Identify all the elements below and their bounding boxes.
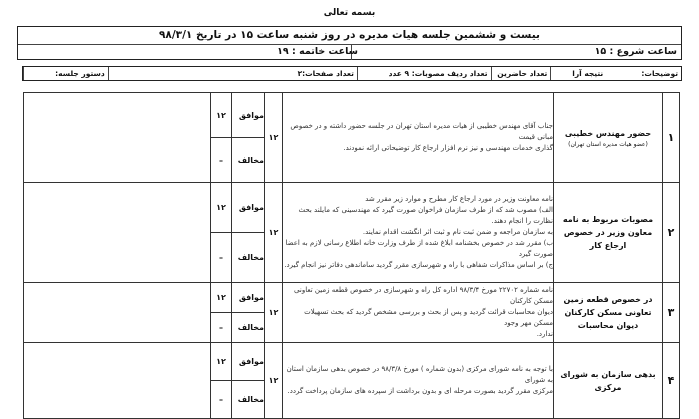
notes-header: توضیحات:: [641, 69, 679, 78]
agenda-label: دستور جلسه:: [23, 67, 108, 80]
bismillah: بسمه تعالی: [323, 8, 376, 18]
agree-label: موافق: [232, 283, 265, 313]
description-line: ندارد.: [536, 330, 553, 338]
description-line: با توجه به نامه شورای مرکزی (بدون شماره ) مورخ ۹۸/۳/۸ در خصوص بدهی سازمان استان به شورای: [286, 365, 553, 384]
row-description: [283, 183, 554, 283]
description-line: مرکزی مقرر گردید بصورت مرحله ای و بدون برداشت از سپرده های سازمان پرداخت گردد.: [287, 387, 553, 395]
agree-label: موافق: [232, 183, 265, 233]
start-time: ساعت شروع : ۱۵: [351, 44, 681, 60]
disagree-count: –: [211, 381, 232, 419]
row-number: ۴: [663, 343, 680, 419]
subject-text: حضور مهندس خطیبی: [564, 128, 652, 138]
present-count: ۱۲: [265, 283, 283, 343]
description-line: جناب آقای مهندس خطیبی از هیات مدیره استان تهران در جلسه حضور داشته و در خصوص مبانی قیمت: [290, 122, 553, 141]
agree-count: ۱۲: [211, 183, 232, 233]
description-line: گذاری خدمات مهندسی و نیز نرم افزار ارجاع کار توضیحاتی ارائه نمودند.: [343, 144, 553, 152]
description-line: ب) مقرر شد در خصوص بخشنامه ابلاغ شده از طرف وزارت خانه اطلاع رسانی لازم به اعضا صورت گیرد: [285, 239, 553, 258]
row-number: ۳: [663, 283, 680, 343]
row-number: ۱: [663, 93, 680, 183]
row-subject: [554, 183, 663, 283]
description-line: نامه معاونت وزیر در مورد ارجاع کار مطرح و موارد زیر مقرر شد: [365, 195, 553, 203]
present-count: ۱۲: [265, 93, 283, 183]
table-row: [24, 283, 680, 313]
agree-label: موافق: [232, 93, 265, 138]
resolutions-count: تعداد ردیف مصوبات: ۹ عدد: [357, 67, 491, 80]
subject-text: بدهی سازمان به شورای مرکزی: [560, 369, 656, 392]
row-notes: [24, 183, 211, 283]
pages-count: تعداد صفحات:۲: [108, 67, 357, 80]
row-subject: [554, 343, 663, 419]
table-row: [24, 343, 680, 381]
agree-count: ۱۲: [211, 343, 232, 381]
description-line: الف) مصوب شد که از طرف سازمان فراخوان صورت گیرد که مهندسینی که مایلند بحث نظارت را انجام دهند.: [298, 206, 553, 225]
present-count: ۱۲: [265, 343, 283, 419]
meeting-title: بیست و ششمین جلسه هیات مدیره در روز شنبه ساعت ۱۵ در تاریخ ۹۸/۳/۱: [18, 27, 681, 45]
description-line: نامه شماره ۲۲۷۰۲ مورخ ۹۸/۳/۴ اداره کل راه و شهرسازی در خصوص قطعه زمین تعاونی مسکن کارکنان: [294, 286, 553, 305]
row-description: [283, 93, 554, 183]
disagree-label: مخالف: [232, 233, 265, 283]
row-number: ۲: [663, 183, 680, 283]
description-line: دیوان محاسبات قرائت گردید و پس از بحث و بررسی مشخص گردید که بحث تسهیلات مسکن مهر وجود: [304, 308, 553, 327]
attendees-header: تعداد حاضرین: [491, 67, 551, 80]
end-time: ساعت خاتمه : ۱۹: [277, 46, 358, 57]
present-count: ۱۲: [265, 183, 283, 283]
disagree-label: مخالف: [232, 138, 265, 183]
table-row: [24, 183, 680, 233]
disagree-count: –: [211, 233, 232, 283]
row-notes: [24, 283, 211, 343]
disagree-count: –: [211, 138, 232, 183]
row-description: [283, 343, 554, 419]
row-subject: [554, 93, 663, 183]
subject-text: در خصوص قطعه زمین تعاونی مسکن کارکنان دیوان محاسبات: [563, 295, 653, 330]
row-subject: [554, 283, 663, 343]
meeting-header: [17, 26, 682, 60]
disagree-label: مخالف: [232, 381, 265, 419]
vote-result-header: نتیجه آرا: [550, 67, 606, 80]
subject-text: مصوبات مربوط به نامه معاون وزیر در خصوص ارجاع کار: [562, 215, 654, 250]
agree-count: ۱۲: [211, 283, 232, 313]
row-notes: [24, 93, 211, 183]
row-notes: [24, 343, 211, 419]
table-row: [24, 93, 680, 138]
disagree-count: –: [211, 313, 232, 343]
disagree-label: مخالف: [232, 313, 265, 343]
description-line: به سازمان مراجعه و ضمن ثبت نام و ثبت اثر انگشت اقدام نمایند.: [362, 228, 553, 236]
resolutions-table: [23, 92, 680, 419]
agenda-bar: [22, 66, 682, 81]
subject-note: (عضو هیات مدیره استان تهران): [568, 140, 648, 148]
agree-count: ۱۲: [211, 93, 232, 138]
agree-label: موافق: [232, 343, 265, 381]
description-line: ج) بر اساس مذاکرات شفاهی با راه و شهرسازی مقرر گردید ساماندهی دفاتر نیز انجام گیرد.: [284, 261, 553, 269]
row-description: [283, 283, 554, 343]
